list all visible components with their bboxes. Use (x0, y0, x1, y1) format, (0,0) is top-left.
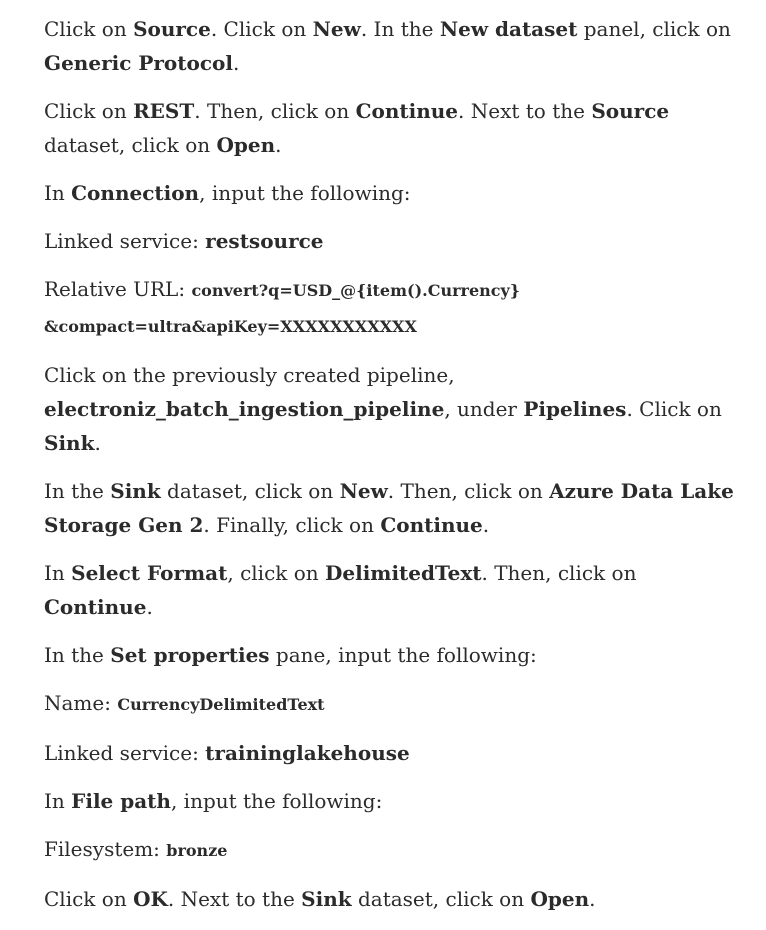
setting-label: Linked service: (44, 741, 206, 765)
text: . (275, 133, 282, 157)
text: dataset, click on (160, 479, 340, 503)
term-select-format: Select Format (71, 561, 228, 585)
setting-value: restsource (205, 229, 324, 253)
setting-linked-service-sink (44, 736, 744, 770)
term-sink: Sink (44, 431, 95, 455)
text: . Finally, click on (203, 513, 381, 537)
text: . (589, 887, 596, 911)
setting-value: bronze (166, 841, 228, 860)
term-source: Source (591, 99, 670, 123)
text: In (44, 789, 72, 813)
text: panel, click on (577, 17, 731, 41)
step-sink-dataset (44, 474, 744, 542)
term-rest: REST (133, 99, 195, 123)
step-pipeline-sink (44, 358, 744, 460)
text: . (146, 595, 153, 619)
text: . (482, 513, 490, 537)
instructions-document (44, 12, 744, 930)
text: Click on (44, 887, 134, 911)
step-ok-open (44, 882, 744, 916)
term-sink: Sink (110, 479, 161, 503)
term-continue: Continue (44, 595, 147, 619)
term-open: Open (216, 133, 276, 157)
setting-filesystem (44, 832, 744, 868)
text: . Click on (626, 397, 722, 421)
text: . (232, 51, 240, 75)
text: . Then, click on (481, 561, 637, 585)
step-connection (44, 176, 744, 210)
term-ok: OK (133, 887, 168, 911)
term-source: Source (133, 17, 211, 41)
setting-label: Linked service: (44, 229, 206, 253)
text: . Then, click on (387, 479, 550, 503)
text: dataset, click on (351, 887, 531, 911)
text: . Then, click on (194, 99, 356, 123)
term-connection: Connection (71, 181, 200, 205)
term-open: Open (530, 887, 590, 911)
text: , input the following: (199, 181, 411, 205)
setting-linked-service-source (44, 224, 744, 258)
step-new-dataset (44, 12, 744, 80)
term-pipeline-name: electroniz_batch_ingestion_pipeline (44, 397, 445, 421)
text: In (44, 561, 72, 585)
text: . (94, 431, 101, 455)
text: . In the (360, 17, 440, 41)
term-new: New (312, 17, 361, 41)
setting-label: Relative URL: (44, 277, 192, 301)
setting-name (44, 686, 744, 722)
step-file-path (44, 784, 744, 818)
setting-relative-url (44, 272, 744, 344)
term-new: New (339, 479, 388, 503)
setting-value: traininglakehouse (205, 741, 410, 765)
step-set-properties (44, 638, 744, 672)
term-delimited-text: DelimitedText (325, 561, 482, 585)
term-new-dataset: New dataset (439, 17, 578, 41)
text: , under (444, 397, 524, 421)
term-set-properties: Set properties (110, 643, 270, 667)
term-sink: Sink (301, 887, 352, 911)
text: Click on (44, 17, 134, 41)
setting-value-line-1: convert?q=USD_@{item().Currency} (191, 281, 521, 300)
setting-value: CurrencyDelimitedText (117, 695, 325, 714)
step-rest (44, 94, 744, 162)
setting-label: Name: (44, 691, 118, 715)
text: Click on (44, 99, 134, 123)
term-pipelines: Pipelines (523, 397, 627, 421)
term-adls-gen2: Azure Data Lake Storage Gen 2 (44, 479, 734, 537)
text: pane, input the following: (269, 643, 537, 667)
text: . Next to the (458, 99, 592, 123)
term-generic-protocol: Generic Protocol (44, 51, 233, 75)
text: In the (44, 479, 111, 503)
text: In the (44, 643, 111, 667)
term-continue: Continue (380, 513, 483, 537)
step-select-format (44, 556, 744, 624)
text: , click on (227, 561, 326, 585)
text: . Click on (210, 17, 313, 41)
text: , input the following: (170, 789, 383, 813)
text: . Next to the (167, 887, 302, 911)
text: In (44, 181, 72, 205)
setting-label: Filesystem: (44, 837, 167, 861)
text: dataset, click on (44, 133, 217, 157)
term-file-path: File path (71, 789, 171, 813)
text: Click on the previously created pipeline, (44, 363, 455, 387)
setting-value-line-2: &compact=ultra&apiKey=XXXXXXXXXXX (44, 317, 417, 336)
term-continue: Continue (355, 99, 459, 123)
